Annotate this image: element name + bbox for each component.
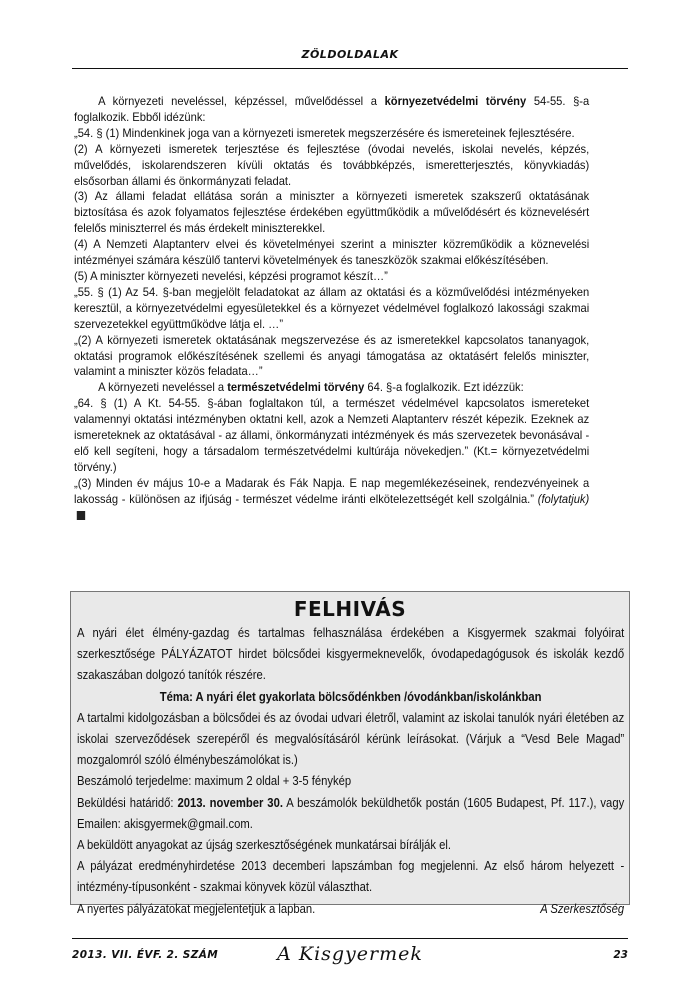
notice-results: A pályázat eredményhirdetése 2013 decemberi lapszámban fog megjelenni. Az első három helyezett - intézmény-típusonként - szakmai könyvek közül választhat. [77, 859, 625, 895]
text: A környezeti neveléssel, képzéssel, művelődéssel a [98, 94, 385, 108]
notice-intro: A nyári élet élmény-gazdag és tartalmas felhasználása érdekében a Kisgyermek szakmai folyóirat szerkesztősége PÁLYÁZATOT hirdet bölcsődei kisgyermeknevelők, óvodapedagógusok és iskolák kezdő szakaszában dolgozó tanítók részére. [77, 626, 625, 683]
deadline-date: 2013. november 30. [177, 795, 283, 810]
article-body [74, 94, 589, 523]
paragraph: (5) A miniszter környezeti nevelési, képzési programot készít…” [74, 268, 388, 283]
paragraph: (3) Az állami feladat ellátása során a miniszter a környezeti ismeretek szakszerű oktatásának biztosítása és azok folyamatos fejlesztése érdekében együttműködik a művelődésért és köznevelésért felelős miniszterrel és más érdekelt miniszterekkel. [74, 189, 590, 236]
paragraph: „(2) A környezeti ismeretek oktatásának megszervezése és az ismeretekkel kapcsolatos tananyagok, oktatási programok előkészítésének szellemi és anyagi támogatása az oktatásért felelős miniszter, valamint a miniszter közös feladata…” [74, 332, 590, 379]
notice-theme: Téma: A nyári élet gyakorlata bölcsődénkben /óvodánkban/iskolánkban [159, 689, 542, 704]
text: A nyertes pályázatokat megjelentetjük a lapban. [77, 901, 316, 916]
paragraph: „64. § (1) A Kt. 54-55. §-ában foglaltakon túl, a természet védelmével kapcsolatos ismereteket valamennyi oktatási intézményben oktatni kell, azok a Nemzeti Alaptanterv részét képezik. Ezeknek az ismereteknek az oktatásával - az állami, önkormányzati intézmények és más szervezetek bevonásával - elő kell segíteni, hogy a társadalom természetvédelmi kultúrája növekedjen.” (Kt.= környezetvédelmi törvény.) [74, 396, 590, 474]
end-square-icon [77, 511, 85, 520]
magazine-name: A Kisgyermek [277, 943, 423, 965]
text: 64. §-a foglalkozik. Ezt idézzük: [364, 380, 524, 395]
paragraph: (2) A környezeti ismeretek terjesztése és fejlesztése (óvodai nevelés, iskolai nevelés, képzés, művelődés, iskolarendszeren kívüli oktatás és továbbképzés, ismeretterjesztés, könyvkiadás) elsősorban állami és önkormányzati feladat. [74, 141, 590, 188]
paragraph [74, 476, 589, 524]
notice-title: FELHIVÁS [293, 597, 407, 621]
text: A beszámolók beküldhetők postán (1605 Budapest, Pf. 117.), vagy Emailen: akisgyermek@gmail.com. [77, 795, 625, 831]
text: Beküldési határidő: [77, 795, 178, 810]
text: A környezeti neveléssel a [98, 380, 228, 395]
continued-note: (folytatjuk) [537, 491, 590, 506]
paragraph: „54. § (1) Mindenkinek joga van a környezeti ismeretek megszerzésére és ismereteinek fejlesztésére. [74, 125, 575, 140]
notice-deadline [77, 793, 624, 835]
text: 54-55. §-a foglalkozik. Ebből idézünk: [74, 94, 590, 124]
notice-publish [77, 899, 624, 920]
paragraph: (4) A Nemzeti Alaptanterv elvei és követelményei szerint a miniszter közreműködik a köznevelési intézményei számára készülő tantervi követelmények és taneszközök szakmai előkészítésében. [74, 237, 590, 268]
law-name: természetvédelmi törvény [227, 380, 365, 395]
call-for-entries-box [70, 591, 630, 916]
notice-length: Beszámoló terjedelme: maximum 2 oldal + 3-5 fénykép [77, 774, 352, 789]
notice-review: A beküldött anyagokat az újság szerkesztőségének munkatársai bírálják el. [77, 838, 451, 853]
signature: A Szerkesztőség [540, 901, 625, 916]
paragraph [74, 380, 589, 396]
notice-body [77, 623, 624, 920]
page-footer [72, 938, 628, 967]
issue-info: 2013. VII. ÉVF. 2. SZÁM [72, 949, 219, 961]
paragraph [74, 94, 589, 126]
section-header: ZÖLDOLDALAK [72, 44, 628, 69]
notice-content: A tartalmi kidolgozásban a bölcsődei és az óvodai udvari életről, valamint az iskolai tanulók nyári életében az iskolai szerveződések szerepéről és megvalósításáról kérünk leírásokat. (Várjuk a “Vesd Bele Magad” mozgalomról szóló élménybeszámolókat is.) [77, 710, 625, 768]
text: „(3) Minden év május 10-e a Madarak és Fák Napja. E nap megemlékezéseinek, rendezvényeinek a lakosság - különösen az ifjúság - természet védelme iránti elkötelezettségét kell szolgálnia.” [74, 475, 590, 506]
page-number: 23 [613, 949, 628, 961]
law-name: környezetvédelmi törvény [384, 94, 527, 108]
paragraph: „55. § (1) Az 54. §-ban megjelölt feladatokat az állam az oktatási és a közművelődési intézményeken keresztül, a környezetvédelmi egyesületekkel és a környezet védelmével foglalkozó lakossági szakmai szervezetekkel együttműködve látja el. …” [74, 284, 590, 331]
